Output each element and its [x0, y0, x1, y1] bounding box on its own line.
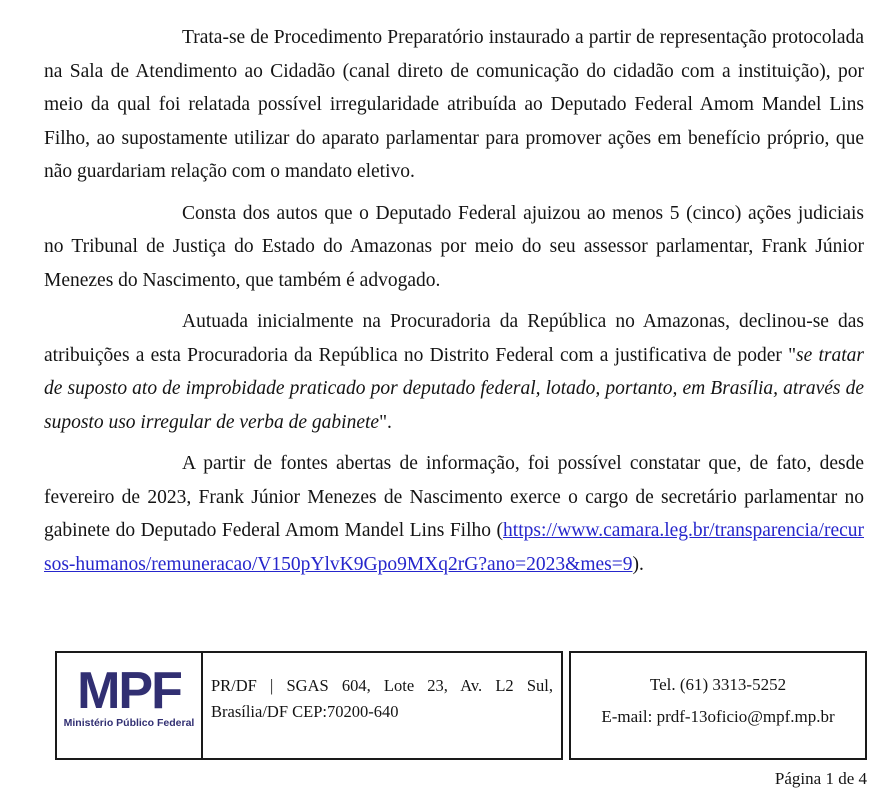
- address-line-1: PR/DF | SGAS 604, Lote 23, Av. L2 Sul,: [211, 675, 553, 695]
- paragraph: [44, 447, 864, 581]
- text-run: Autuada inicialmente na Procuradoria da República no Amazonas, declinou-se das atribuições a esta Procuradoria da República no Distrito Federal com a justificativa de poder ": [44, 311, 864, 366]
- footer-contact-box: [569, 651, 867, 760]
- text-run: ).: [632, 553, 644, 575]
- footer: [55, 651, 867, 760]
- mpf-logo: [57, 653, 203, 758]
- text-run: Consta dos autos que o Deputado Federal ajuizou ao menos 5 (cinco) ações judiciais no Tribunal de Justiça do Estado do Amazonas por meio do seu assessor parlamentar, Frank Júnior Menezes do Nascimento, que também é advogado.: [44, 202, 864, 291]
- footer-left-box: [55, 651, 563, 760]
- email-address: E-mail: prdf-13oficio@mpf.mp.br: [601, 706, 835, 726]
- text-run: ".: [379, 411, 392, 433]
- paragraph: [44, 305, 864, 439]
- page-indicator: Página 1 de 4: [774, 769, 867, 788]
- text-run: Trata-se de Procedimento Preparatório instaurado a partir de representação protocolada na Sala de Atendimento ao Cidadão (canal direto de comunicação do cidadão com a instituição), por meio da qual foi relatada possível irregularidade atribuída ao Deputado Federal Amom Mandel Lins Filho, ao supostamente utilizar do aparato parlamentar para promover ações em benefício próprio, que não guardariam relação com o mandato eletivo.: [44, 27, 864, 182]
- mpf-logo-acronym: MPF: [77, 661, 181, 720]
- address-line-2: Brasília/DF CEP:70200-640: [211, 701, 399, 721]
- paragraph: [44, 21, 864, 189]
- paragraph: [44, 197, 864, 298]
- phone-number: Tel. (61) 3313-5252: [649, 674, 787, 694]
- text-run: A partir de fontes abertas de informação, foi possível constatar que, de fato, desde fevereiro de 2023, Frank Júnior Menezes de Nascimento exerce o cargo de secretário parlamentar no gabinete do Deputado Federal Amom Mandel Lins Filho (: [44, 453, 864, 541]
- office-address: [203, 653, 561, 758]
- document-body: [44, 21, 864, 589]
- mpf-logo-label: Ministério Público Federal: [63, 717, 195, 730]
- hyperlink[interactable]: https://www.camara.leg.br/transparencia/recursos-humanos/remuneracao/V150pYlvK9Gpo9MXq2rG?ano=2023&mes=9: [44, 520, 864, 575]
- quoted-italic-text: se tratar de suposto ato de improbidade praticado por deputado federal, lotado, portanto, em Brasília, através de suposto uso irregular de verba de gabinete: [44, 344, 864, 433]
